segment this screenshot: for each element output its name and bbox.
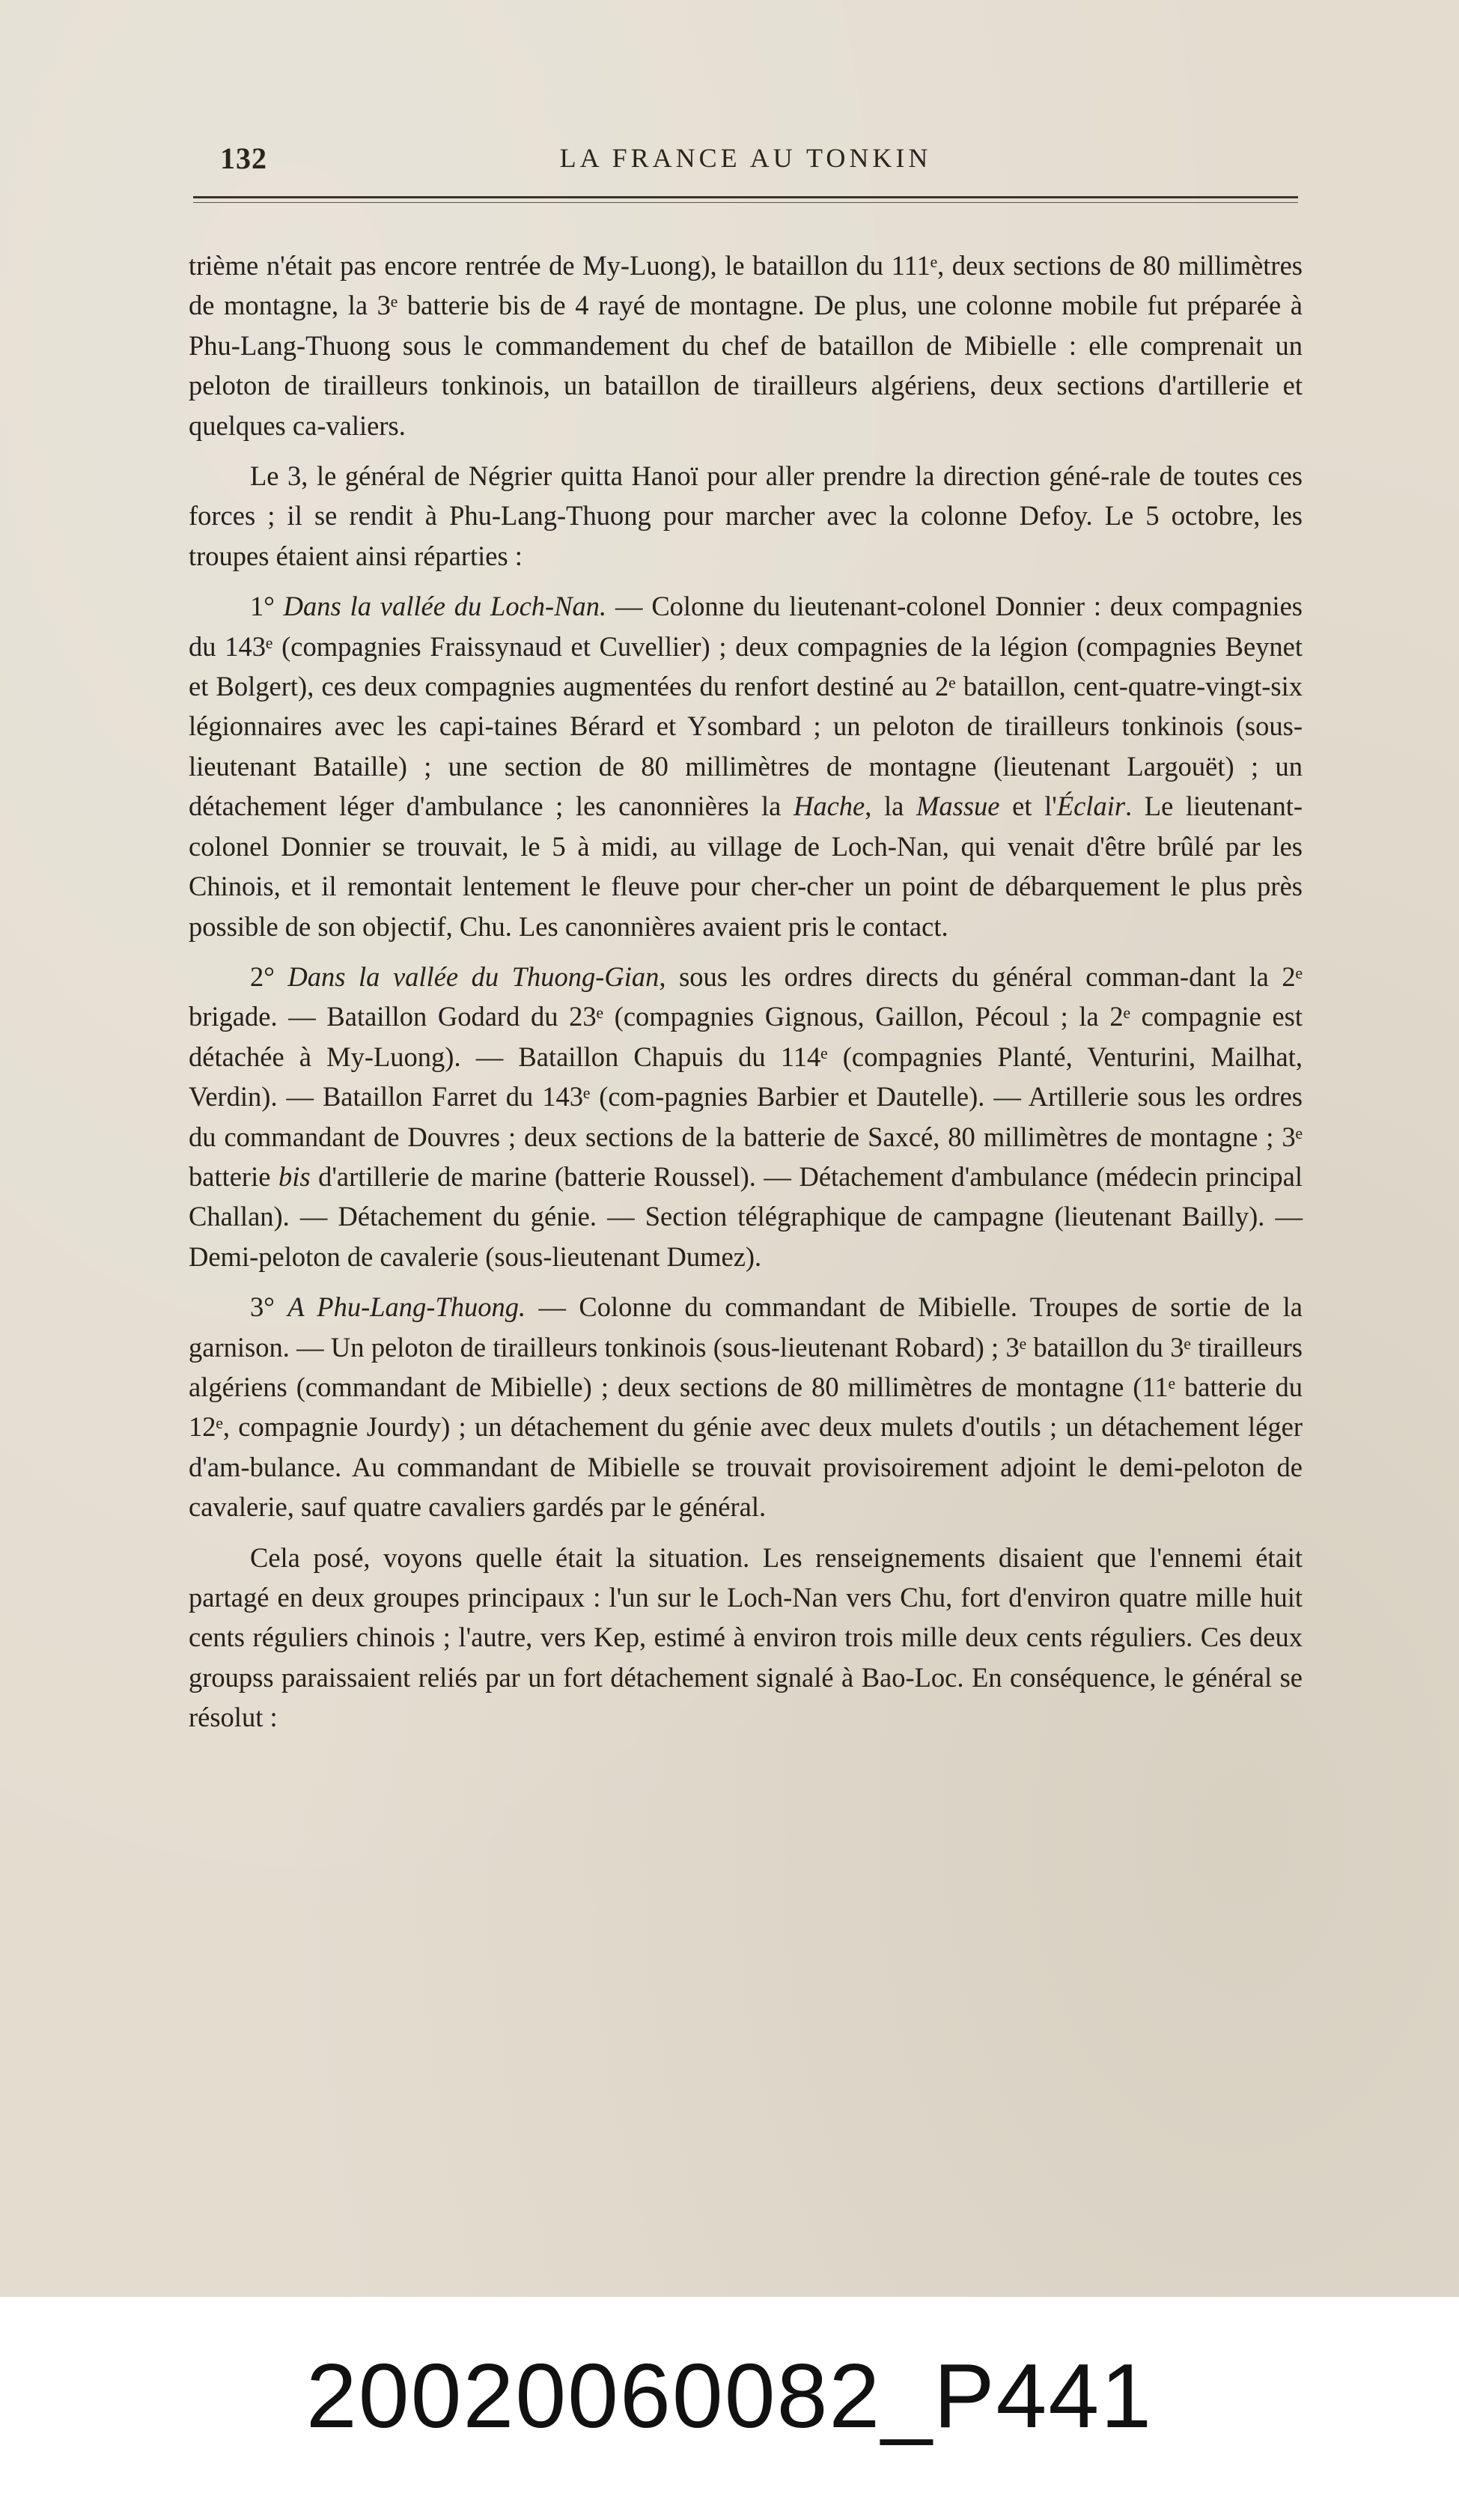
paragraph-text: — Colonne du commandant de Mibielle. Troupes de sortie de la garnison. — Un peloton de tirailleurs tonkinois (sous-lieutenant Robard) ; 3ᵉ bataillon du 3ᵉ tirailleurs algériens (commandant de Mibielle) ; deux sections de 80 millimètres de montagne (11ᵉ batterie du 12ᵉ, compagnie Jourdy) ; un détachement du génie avec deux mulets d'outils ; un détachement léger d'am-bulance. Au commandant de Mibielle se trouvait provisoirement adjoint le demi-peloton de cavalerie, sauf quatre cavaliers gardés par le général.: [189, 1291, 1303, 1523]
header-rule: [193, 196, 1298, 198]
paragraph-thuong-gian-column: [189, 957, 1303, 1276]
gunboat-name: Hache: [794, 791, 865, 822]
page-header: [193, 141, 1298, 183]
running-title: LA FRANCE AU TONKIN: [559, 143, 932, 173]
paragraph-text: — Colonne du lieutenant-colonel Donnier : deux compagnies du 143ᵉ (compagnies Fraissynaud et Cuvellier) ; deux compagnies de la légion (compagnies Beynet et Bolgert), ces deux compagnies augmentées du renfort destiné au 2ᵉ bataillon, cent-quatre-vingt-six légionnaires avec les capi-taines Bérard et Ysombard ; un peloton de tirailleurs tonkinois (sous-lieutenant Bataille) ; une section de 80 millimètres de montagne (lieutenant Largouët) ; un détachement léger d'ambulance ; les canonnières la: [189, 591, 1303, 822]
paragraph-text: d'artillerie de marine (batterie Roussel). — Détachement d'ambulance (médecin principal Challan). — Détachement du génie. — Section télégraphique de campagne (lieutenant Bailly). — Demi-peloton de cavalerie (sous-lieutenant Dumez).: [189, 1160, 1303, 1272]
page-number: 132: [220, 141, 267, 175]
paragraph-text: . Le lieutenant-colonel Donnier se trouvait, le 5 à midi, au village de Loch-Nan, qui venait d'être brûlé par les Chinois, et il remontait lentement le fleuve pour cher-cher un point de débarquement le plus près possible de son objectif, Chu. Les canonnières avaient pris le contact.: [189, 791, 1303, 942]
paragraph-loch-nan-column: [189, 586, 1303, 946]
item-number: 3°: [250, 1291, 288, 1323]
paragraph-phu-lang-thuong-column: [189, 1287, 1303, 1527]
italic-word: bis: [278, 1160, 311, 1192]
text-separator: , la: [865, 791, 916, 822]
body-text: [189, 246, 1303, 1748]
item-number: 2°: [250, 961, 288, 992]
paragraph-text: sous les ordres directs du général comman-dant la 2ᵉ brigade. — Bataillon Godard du 23ᵉ (compagnies Gignous, Gaillon, Pécoul ; la 2ᵉ compagnie est détachée à My-Luong). — Bataillon Chapuis du 114ᵉ (compagnies Planté, Venturini, Mailhat, Verdin). — Bataillon Farret du 143ᵉ (com-pagnies Barbier et Dautelle). — Artillerie sous les ordres du commandant de Douvres ; deux sections de la batterie de Saxcé, 80 millimètres de montagne ; 3ᵉ batterie: [189, 961, 1303, 1192]
text-separator: et l': [999, 791, 1057, 822]
header-rule-thin: [193, 202, 1298, 203]
paragraph-situation: Cela posé, voyons quelle était la situation. Les renseignements disaient que l'ennemi était partagé en deux groupes principaux : l'un sur le Loch-Nan vers Chu, fort d'environ quatre mille huit cents réguliers chinois ; l'autre, vers Kep, estimé à environ trois mille deux cents réguliers. Ces deux groupss paraissaient reliés par un fort détachement signalé à Bao-Loc. En conséquence, le général se résolut :: [189, 1541, 1303, 1733]
paragraph-negrier-departure: Le 3, le général de Négrier quitta Hanoï pour aller prendre la direction géné-rale de toutes ces forces ; il se rendit à Phu-Lang-Thuong pour marcher avec la colonne Defoy. Le 5 octobre, les troupes étaient ainsi réparties :: [189, 460, 1303, 571]
section-heading: Dans la vallée du Thuong-Gian,: [287, 961, 666, 992]
item-number: 1°: [250, 591, 284, 622]
section-heading: A Phu-Lang-Thuong.: [287, 1291, 526, 1323]
section-heading: Dans la vallée du Loch-Nan.: [283, 591, 607, 622]
paragraph-continuation: trième n'était pas encore rentrée de My-Luong), le bataillon du 111ᵉ, deux sections de 80 millimètres de montagne, la 3ᵉ batterie bis de 4 rayé de montagne. De plus, une colonne mobile fut préparée à Phu-Lang-Thuong sous le commandement du chef de bataillon de Mibielle : elle comprenait un peloton de tirailleurs tonkinois, un bataillon de tirailleurs algériens, deux sections d'artillerie et quelques ca-valiers.: [189, 250, 1303, 441]
gunboat-name: Massue: [916, 791, 1000, 822]
scan-identifier: 20020060082_P441: [305, 2345, 1154, 2447]
gunboat-name: Éclair: [1056, 791, 1126, 822]
